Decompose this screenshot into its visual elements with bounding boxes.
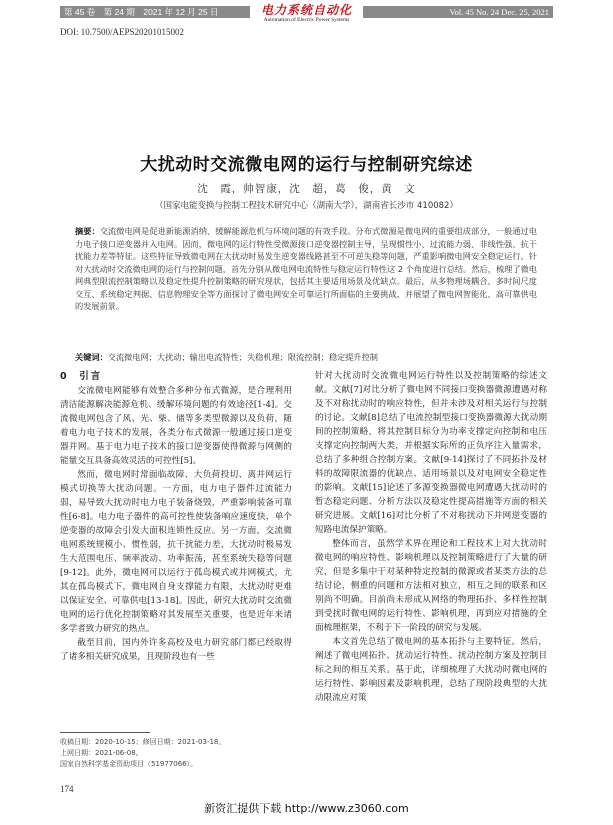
header-issue-info: 第 45 卷 第 24 期 2021 年 12 月 25 日 [60, 6, 250, 18]
doi: DOI: 10.7500/AEPS20201015002 [60, 27, 185, 37]
journal-name-cn: 电力系统自动化 [260, 3, 352, 17]
body-column-left [60, 370, 292, 664]
footnotes [60, 737, 300, 770]
journal-name-en: Automation of Electric Power Systems [263, 17, 350, 23]
paragraph: 然而，微电网时常面临故障、大负荷投切、离并网运行模式切换等大扰动问题。一方面，电力电子器件过流能力弱，易导致大扰动时电力电子装备烧毁，严重影响装备可靠性[6-8]。电力电子器件的高可控性使装备响应速度快，单个逆变器的故障会引发大面积连锁性反应。另一方面，交流微电网系统规模小、惯性弱，抗干扰能力差，大扰动时极易发生大范围电压、频率波动、功率振荡，甚至系统失稳等问题[9-12]。此外，微电网可以运行于孤岛模式或并网模式，尤其在孤岛模式下，微电网自身支撑能力有限，大扰动时更难以保证安全、可靠供电[13-18]。因此，研究大扰动时交流微电网的运行优化控制策略对其发展至关重要，也是近年来诸多学者致力研究的热点。 [60, 470, 292, 634]
paragraph: 本文首先总结了微电网的基本拓扑与主要特征。然后，阐述了微电网拓扑、扰动运行特性、扰动控制方案及控制目标之间的相互关系。基于此，详细梳理了大扰动时微电网的运行特性、影响因素及影响机理，总结了现阶段典型的大扰动限流应对策 [315, 637, 547, 703]
footnote-funding: 国家自然科学基金资助项目（51977066）。 [60, 760, 198, 768]
section-heading [60, 370, 292, 384]
footnote-received-date: 收稿日期：2020-10-15；修回日期：2021-03-18。 [60, 738, 226, 746]
section-number: 0 [60, 371, 69, 382]
footnote-online-date: 上网日期：2021-06-08。 [60, 749, 143, 757]
paragraph: 整体而言，虽然学术界在理论和工程技术上对大扰动时微电网的响应特性、影响机理以及控制策略进行了大量的研究，但是多集中于对某种特定控制的微源或者某类方法的总结讨论，侧重的问题和方法相对独立，相互之间的联系和区别尚不明确。目前尚未形成从网络的物理拓扑、多样性控制到受扰时微电网的运行特性、影响机理，再到应对措施的全面梳理框架，不利于下一阶段的研究与发展。 [315, 539, 547, 633]
keywords [75, 352, 537, 363]
abstract-text: 交流微电网是促进新能源消纳、缓解能源危机与环境问题的有效手段。分布式微源是微电网的重要组成部分，一般通过电力电子接口逆变器并入电网。因而，微电网的运行特性受微源接口逆变器控制主导，呈现惯性小、过流能力弱、非线性强、抗干扰能力差等特征。这些特征导致微电网在大扰动时易发生逆变器线路甚至不可逆失稳等问题，严重影响微电网安全稳定运行。针对大扰动时交流微电网的运行与控制问题，首先分别从微电网电流特性与稳定运行特性这 2 个角度进行总结。然后，梳理了微电网典型限流控制策略以及稳定性提升控制策略的研究现状，包括其主要适用场景及优缺点。最后，从多物理场耦合、多时间尺度交互、系统稳定判据、信息物理安全等方面探讨了微电网安全可靠运行所面临的主要挑战，并展望了微电网智能化、高可靠供电的发展前景。 [75, 226, 537, 311]
paragraph: 交流微电网能够有效整合多种分布式微源，是合理利用清洁能源解决能源危机、缓解环境问题的有效途径[1-4]。交流微电网包含了风、光、柴、储等多类型微源以及负荷，随着电力电子技术的发展，各类分布式微源一般通过接口逆变器并网。基于电力电子技术的接口逆变器使得微源与网侧的能量交互具备高效灵活的可控性[5]。 [60, 386, 292, 466]
paragraph: 针对大扰动时交流微电网运行特性以及控制策略的综述文献。文献[7]对比分析了微电网不同接口变换器微源遭遇对称及不对称扰动时的响应特性，但并未涉及对相关运行与控制的讨论。文献[8]总结了电流控制型接口变换器微源大扰动期间的控制策略，将其控制目标分为功率支撑定向控制和电压支撑定向控制两大类，并根据实际所的正负序注入量需求，总结了多种组合控制方案。文献[9-14]探讨了不同拓扑及材料的故障限流器的优缺点、适用场景以及对电网安全稳定性的影响。文献[15]论述了多源变换器微电网遭遇大扰动时的暂态稳定问题、分析方法以及稳定性提高措施等方面的相关研究进展。文献[16]对比分析了不对称扰动下并网逆变器的短路电流保护策略。 [315, 371, 547, 535]
paper-title: 大扰动时交流微电网的运行与控制研究综述 [140, 155, 473, 175]
page-header [0, 0, 613, 22]
abstract [75, 225, 537, 313]
keywords-text: 交流微电网；大扰动；输出电流特性；失稳机理；限流控制；稳定提升控制 [107, 352, 378, 362]
header-volume-info: Vol. 45 No. 24 Dec. 25, 2021 [363, 6, 553, 18]
authors: 沈 霞，帅智康，沈 超，葛 俊，黄 文 [197, 183, 416, 195]
affiliation: （国家电能变换与控制工程技术研究中心（湖南大学），湖南省长沙市 410082） [155, 201, 458, 211]
body-column-right [315, 369, 547, 705]
page-number: 174 [60, 784, 74, 794]
download-watermark: 新资汇提供下载 http://www.z3060.com [204, 802, 409, 815]
paragraph: 截至目前，国内外许多高校及电力研究部门都已经取得了诸多相关研究成果，且现阶段也有一些 [60, 638, 292, 662]
abstract-label: 摘要： [75, 226, 100, 236]
journal-logo [250, 1, 363, 23]
section-title: 引言 [79, 371, 103, 382]
footnote-divider [60, 732, 150, 733]
keywords-label: 关键词： [75, 352, 108, 362]
